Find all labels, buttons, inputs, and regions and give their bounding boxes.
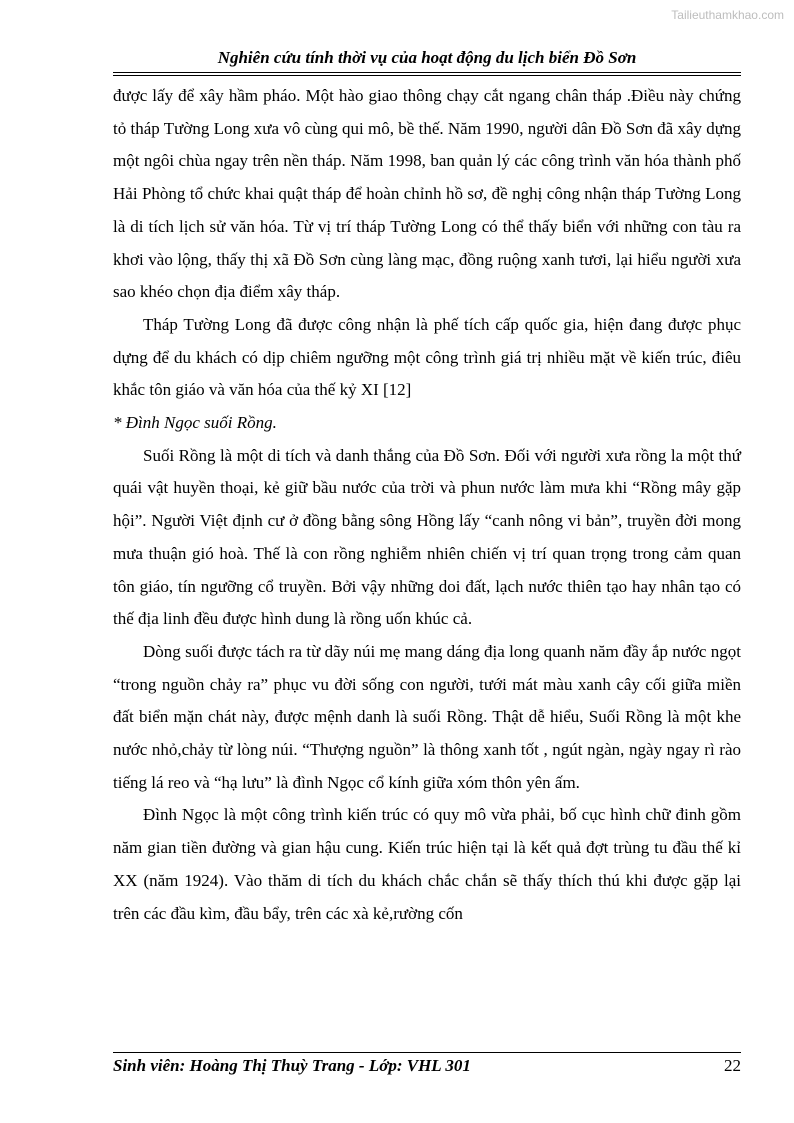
page-number: 22 <box>724 1056 741 1075</box>
watermark: Tailieuthamkhao.com <box>671 8 784 22</box>
document-body <box>113 80 741 930</box>
footer-author: Sinh viên: Hoàng Thị Thuỳ Trang - Lớp: VHL 301 <box>113 1056 471 1075</box>
page-footer <box>113 1052 741 1076</box>
page-header: Nghiên cứu tính thời vụ của hoạt động du lịch biển Đồ Sơn <box>113 48 741 73</box>
section-heading: * Đình Ngọc suối Rồng. <box>113 413 277 433</box>
paragraph-2: Tháp Tường Long đã được công nhận là phế tích cấp quốc gia, hiện đang được phục dựng để du khách có dịp chiêm ngưỡng một công trình giá trị nhiều mặt về kiến trúc, điêu khắc tôn giáo và văn hóa của thế kỷ XI [12] <box>113 314 741 400</box>
paragraph-5: Đình Ngọc là một công trình kiến trúc có quy mô vừa phải, bố cục hình chữ đinh gồm năm gian tiền đường và gian hậu cung. Kiến trúc hiện tại là kết quả đợt trùng tu đầu thế kỉ XX (năm 1924). Vào thăm di tích du khách chắc chắn sẽ thấy thích thú khi được gặp lại trên các đầu kìm, đầu bẩy, trên các xà kẻ,rường cốn <box>113 805 741 923</box>
paragraph-3: Suối Rồng là một di tích và danh thắng của Đồ Sơn. Đối với người xưa rồng la một thứ quái vật huyền thoại, kẻ giữ bầu nước của trời và phun nước làm mưa khi “Rồng mây gặp hội”. Người Việt định cư ở đồng bằng sông Hồng lấy “canh nông vi bản”, truyền đời mong mưa thuận gió hoà. Thế là con rồng nghiễm nhiên chiến vị trí quan trọng trong cảm quan tôn giáo, tín ngưỡng cổ truyền. Bởi vậy những doi đất, lạch nước thiên tạo hay nhân tạo có thế địa linh đều được hình dung là rồng uốn khúc cả. <box>113 445 741 629</box>
paragraph-4: Dòng suối được tách ra từ dãy núi mẹ mang dáng địa long quanh năm đầy ắp nước ngọt “trong nguồn chảy ra” phục vu đời sống con người, tưới mát màu xanh cây cối giữa miền đất biển mặn chát này, được mệnh danh là suối Rồng. Thật dễ hiểu, Suối Rồng là một khe nước nhỏ,chảy từ lòng núi. “Thượng nguồn” là thông xanh tốt , ngút ngàn, ngày ngay rì rào tiếng lá reo và “hạ lưu” là đình Ngọc cổ kính giữa xóm thôn yên ấm. <box>113 641 741 792</box>
paragraph-1: được lấy để xây hầm pháo. Một hào giao thông chạy cắt ngang chân tháp .Điều này chứng tỏ tháp Tường Long xưa vô cùng qui mô, bề thế. Năm 1990, người dân Đồ Sơn đã xây dựng một ngôi chùa ngay trên nền tháp. Năm 1998, ban quản lý các công trình văn hóa thành phố Hải Phòng tổ chức khai quật tháp để hoàn chỉnh hồ sơ, đề nghị công nhận tháp Tường Long là di tích lịch sử văn hóa. Từ vị trí tháp Tường Long có thể thấy biển với những con tàu ra khơi vào lộng, thấy thị xã Đồ Sơn cùng làng mạc, đồng ruộng xanh tươi, lại hiểu người xưa sao khéo chọn địa điểm xây tháp. <box>113 86 741 302</box>
